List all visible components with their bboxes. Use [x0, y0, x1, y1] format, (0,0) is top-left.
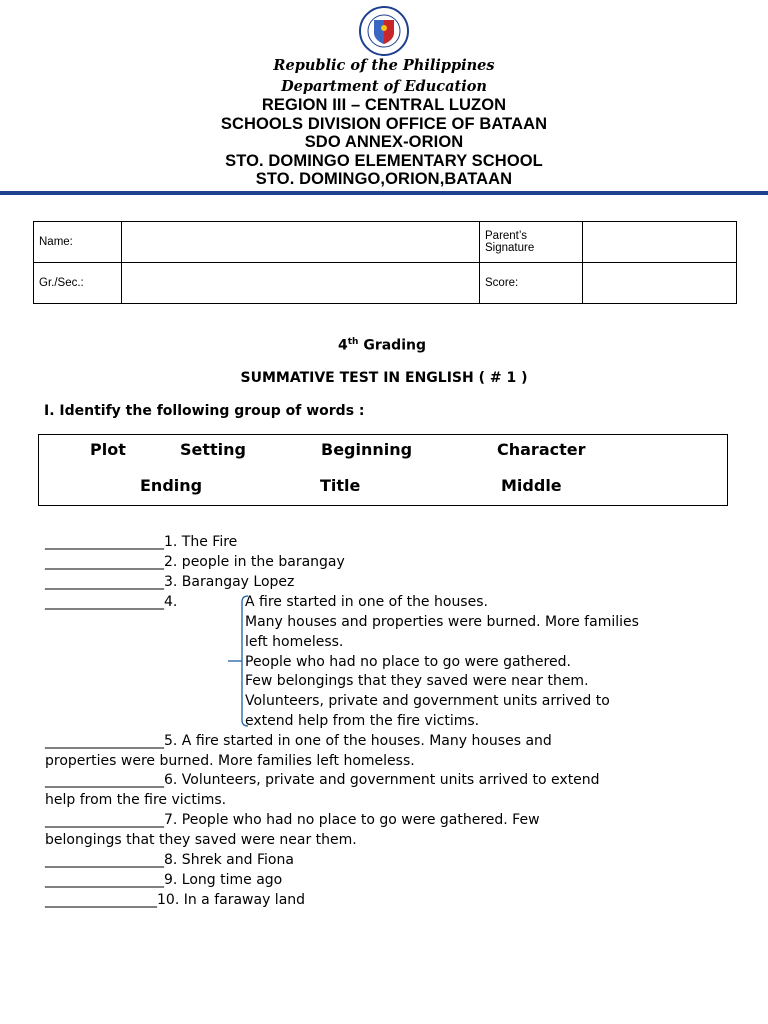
choice-middle: Middle [501, 476, 562, 495]
item-4-line-e: Few belongings that they saved were near them. [245, 673, 589, 689]
grading-heading [338, 337, 426, 354]
grade-section-field[interactable] [122, 263, 480, 304]
item-1: _________________1. The Fire [45, 534, 238, 550]
annex-heading: SDO ANNEX-ORION [304, 133, 464, 151]
parent-label-line-2: Signature [485, 242, 535, 254]
item-9: _________________9. Long time ago [45, 872, 283, 888]
department-heading: Department of Education [281, 78, 487, 95]
score-field[interactable] [583, 263, 737, 304]
grading-number: 4 [338, 337, 348, 354]
choice-title: Title [320, 476, 361, 495]
item-4-line-d: People who had no place to go were gathered. [245, 654, 571, 670]
grading-word: Grading [363, 337, 426, 354]
choice-setting: Setting [180, 440, 246, 459]
parent-label-line-1: Parent’s [485, 230, 527, 242]
parent-signature-label [480, 222, 583, 263]
item-7-line-a: _________________7. People who had no place to go were gathered. Few [45, 812, 540, 828]
item-4-line-g: extend help from the fire victims. [245, 713, 480, 729]
choice-plot: Plot [90, 440, 126, 459]
item-4-line-b: Many houses and properties were burned. More families [245, 614, 639, 630]
name-field[interactable] [122, 222, 480, 263]
choice-ending: Ending [140, 476, 203, 495]
item-5-line-a: _________________5. A fire started in one of the houses. Many houses and [45, 733, 552, 749]
item-5-line-b: properties were burned. More families left homeless. [45, 753, 415, 769]
header-divider [0, 191, 768, 195]
item-7-line-b: belongings that they saved were near them. [45, 832, 357, 848]
score-label: Score: [480, 263, 583, 304]
item-6-line-a: _________________6. Volunteers, private and government units arrived to extend [45, 772, 600, 788]
school-heading: STO. DOMINGO ELEMENTARY SCHOOL [225, 152, 543, 170]
choice-beginning: Beginning [321, 440, 413, 459]
item-8: _________________8. Shrek and Fiona [45, 852, 294, 868]
item-4-line-a: A fire started in one of the houses. [245, 594, 488, 610]
division-heading: SCHOOLS DIVISION OFFICE OF BATAAN [220, 115, 548, 133]
item-10: ________________10. In a faraway land [45, 892, 306, 908]
item-4-line-f: Volunteers, private and government units arrived to [245, 693, 610, 709]
instruction-text: I. Identify the following group of words : [44, 403, 365, 419]
item-2: _________________2. people in the barangay [45, 554, 345, 570]
choice-character: Character [497, 440, 586, 459]
parent-signature-field[interactable] [583, 222, 737, 263]
item-6-line-b: help from the fire victims. [45, 792, 227, 808]
test-title: SUMMATIVE TEST IN ENGLISH ( # 1 ) [240, 370, 528, 386]
grading-superscript: th [347, 337, 359, 347]
deped-seal-logo [354, 6, 414, 56]
name-label: Name: [34, 222, 122, 263]
region-heading: REGION III – CENTRAL LUZON [261, 96, 507, 114]
grade-section-label: Gr./Sec.: [34, 263, 122, 304]
student-info-table [33, 221, 737, 304]
item-3: _________________3. Barangay Lopez [45, 574, 295, 590]
address-heading: STO. DOMINGO,ORION,BATAAN [255, 170, 513, 188]
republic-heading: Republic of the Philippines [273, 57, 495, 74]
item-4-line-c: left homeless. [245, 634, 344, 650]
item-4-blank: _________________4. [45, 594, 178, 610]
